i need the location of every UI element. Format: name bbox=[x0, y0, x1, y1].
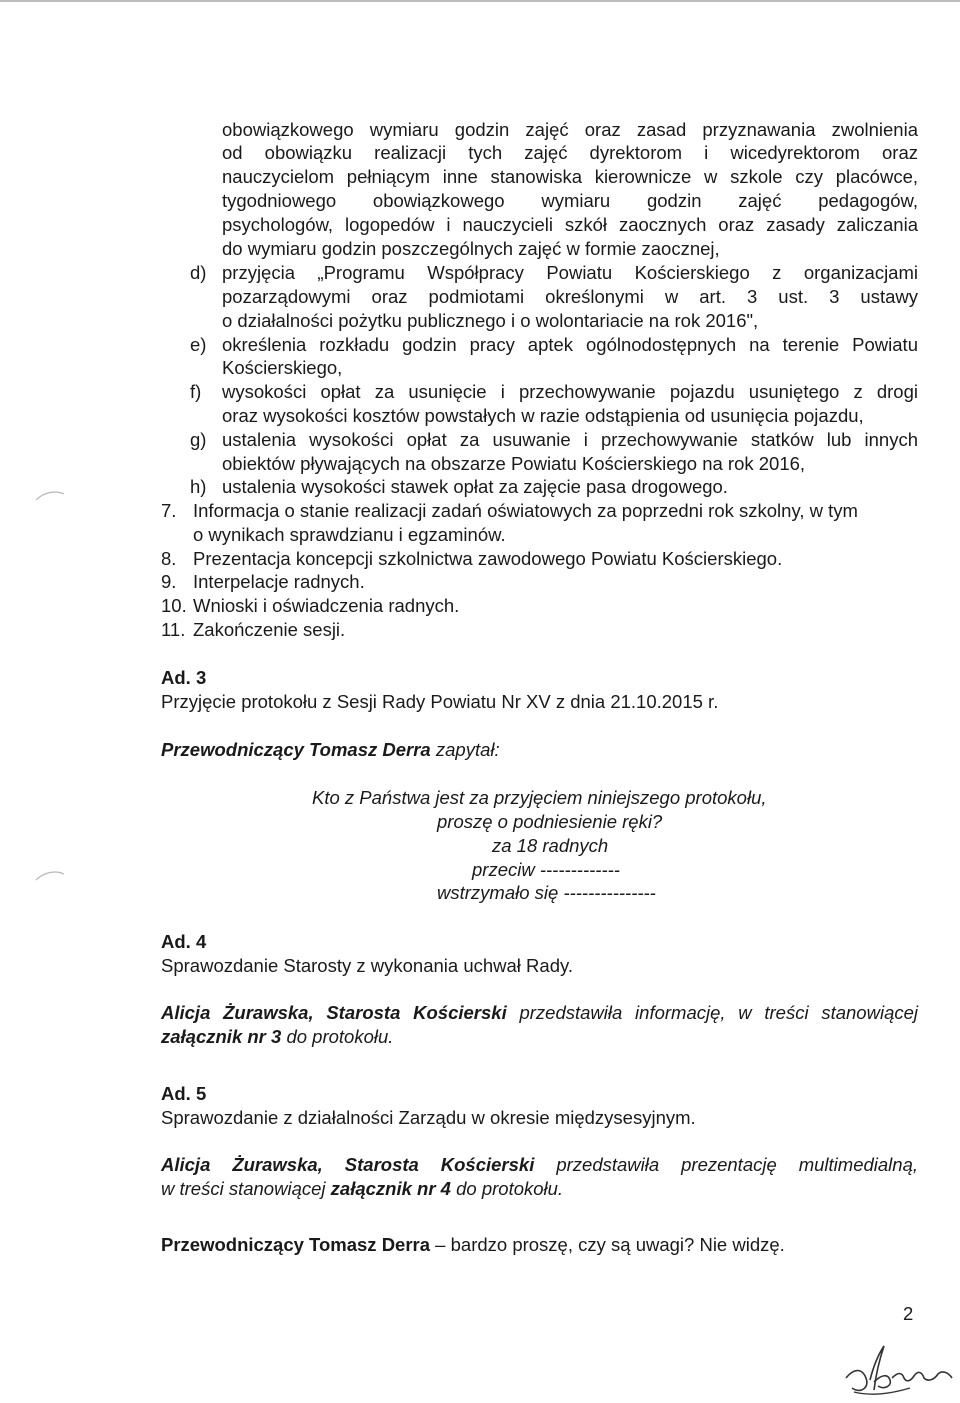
item-e-marker: e) bbox=[190, 334, 207, 355]
ad4-statement-line-1 bbox=[161, 1001, 918, 1025]
ad5-text-b-pre: w treści stanowiącej bbox=[161, 1178, 331, 1199]
agenda-11-marker: 11. bbox=[161, 619, 186, 640]
closing-text: – bardzo proszę, czy są uwagi? Nie widzę. bbox=[430, 1234, 785, 1255]
item-e-line-2: Kościerskiego, bbox=[222, 357, 343, 378]
ad4-heading: Ad. 4 bbox=[161, 931, 207, 952]
margin-mark-icon bbox=[34, 488, 66, 502]
item-f-marker: f) bbox=[190, 381, 202, 402]
intro-line-5: psychologów, logopedów i nauczycieli szkół zaocznych oraz zasady zaliczania bbox=[222, 214, 918, 235]
item-d-line-2: pozarządowymi oraz podmiotami określonymi w art. 3 ust. 3 ustawy bbox=[222, 286, 918, 307]
ad5-text-b-post: do protokołu. bbox=[450, 1178, 564, 1199]
ad4-text-b: do protokołu. bbox=[281, 1026, 394, 1047]
closing-speaker: Przewodniczący Tomasz Derra bbox=[161, 1234, 431, 1255]
item-g-marker: g) bbox=[190, 429, 207, 450]
closing-line bbox=[161, 1233, 785, 1257]
ad4-statement-line-2 bbox=[161, 1025, 393, 1049]
ad3-votes-against: przeciw ------------- bbox=[472, 859, 620, 880]
ad3-quote-line-1: Kto z Państwa jest za przyjęciem niniejszego protokołu, bbox=[312, 787, 767, 808]
item-d-line-3: o działalności pożytku publicznego i o wolontariacie na rok 2016", bbox=[222, 310, 759, 331]
agenda-8-line-1: Prezentacja koncepcji szkolnictwa zawodowego Powiatu Kościerskiego. bbox=[193, 548, 783, 569]
agenda-7-marker: 7. bbox=[161, 500, 177, 521]
intro-line-1: obowiązkowego wymiaru godzin zajęć oraz zasad przyznawania zwolnienia bbox=[222, 119, 918, 140]
scan-top-edge bbox=[0, 0, 960, 2]
item-g-line-1: ustalenia wysokości opłat za usuwanie i przechowywanie statków lub innych bbox=[222, 429, 918, 450]
ad5-attachment: załącznik nr 4 bbox=[330, 1178, 451, 1199]
item-h-marker: h) bbox=[190, 476, 207, 497]
ad4-speaker: Alicja Żurawska, Starosta Kościerski bbox=[161, 1002, 507, 1023]
agenda-9-line-1: Interpelacje radnych. bbox=[193, 571, 365, 592]
item-f-line-2: oraz wysokości kosztów powstałych w razie odstąpienia od usunięcia pojazdu, bbox=[222, 405, 864, 426]
ad3-speaker: Przewodniczący Tomasz Derra bbox=[161, 739, 431, 760]
intro-line-2: od obowiązku realizacji tych zajęć dyrektorom i wicedyrektorom oraz bbox=[222, 142, 918, 163]
intro-line-3: nauczycielom pełniącym inne stanowiska kierownicze w szkole czy placówce, bbox=[222, 166, 918, 187]
agenda-11-line-1: Zakończenie sesji. bbox=[193, 619, 346, 640]
page-number: 2 bbox=[903, 1303, 914, 1324]
ad3-heading: Ad. 3 bbox=[161, 667, 207, 688]
ad3-speaker-line bbox=[161, 738, 500, 762]
ad5-statement-line-1 bbox=[161, 1153, 918, 1177]
ad4-title: Sprawozdanie Starosty z wykonania uchwał Rady. bbox=[161, 955, 574, 976]
agenda-10-marker: 10. bbox=[161, 595, 187, 616]
item-g-line-2: obiektów pływających na obszarze Powiatu Kościerskiego na rok 2016, bbox=[222, 453, 806, 474]
agenda-7-line-1: Informacja o stanie realizacji zadań oświatowych za poprzedni rok szkolny, w tym bbox=[193, 500, 858, 521]
ad5-statement-line-2 bbox=[161, 1177, 563, 1201]
ad3-speaker-verb: zapytał: bbox=[430, 739, 500, 760]
handwritten-signature-icon bbox=[840, 1338, 960, 1398]
item-h-line-1: ustalenia wysokości stawek opłat za zajęcie pasa drogowego. bbox=[222, 476, 728, 497]
item-d-marker: d) bbox=[190, 262, 207, 283]
ad5-heading: Ad. 5 bbox=[161, 1083, 207, 1104]
item-d-line-1: przyjęcia „Programu Współpracy Powiatu Kościerskiego z organizacjami bbox=[222, 262, 918, 283]
intro-line-4: tygodniowego obowiązkowego wymiaru godzin zajęć pedagogów, bbox=[222, 190, 918, 211]
ad3-votes-for: za 18 radnych bbox=[492, 835, 609, 856]
ad4-attachment: załącznik nr 3 bbox=[161, 1026, 282, 1047]
margin-mark-icon bbox=[34, 868, 66, 882]
ad5-speaker: Alicja Żurawska, Starosta Kościerski bbox=[161, 1154, 535, 1175]
ad4-text-a: przedstawiła informację, w treści stanowiącej bbox=[506, 1002, 919, 1023]
item-e-line-1: określenia rozkładu godzin pracy aptek ogólnodostępnych na terenie Powiatu bbox=[222, 334, 918, 355]
agenda-8-marker: 8. bbox=[161, 548, 177, 569]
ad5-text-a: przedstawiła prezentację multimedialną, bbox=[534, 1154, 918, 1175]
agenda-7-line-2: o wynikach sprawdzianu i egzaminów. bbox=[193, 524, 506, 545]
ad3-title: Przyjęcie protokołu z Sesji Rady Powiatu Nr XV z dnia 21.10.2015 r. bbox=[161, 691, 719, 712]
agenda-9-marker: 9. bbox=[161, 571, 177, 592]
agenda-10-line-1: Wnioski i oświadczenia radnych. bbox=[193, 595, 460, 616]
ad5-title: Sprawozdanie z działalności Zarządu w okresie międzysesyjnym. bbox=[161, 1107, 696, 1128]
ad3-votes-abstain: wstrzymało się --------------- bbox=[437, 882, 656, 903]
item-f-line-1: wysokości opłat za usunięcie i przechowywanie pojazdu usuniętego z drogi bbox=[222, 381, 918, 402]
ad3-quote-line-2: proszę o podniesienie ręki? bbox=[437, 811, 663, 832]
intro-line-6: do wymiaru godzin poszczególnych zajęć w formie zaocznej, bbox=[222, 238, 720, 259]
